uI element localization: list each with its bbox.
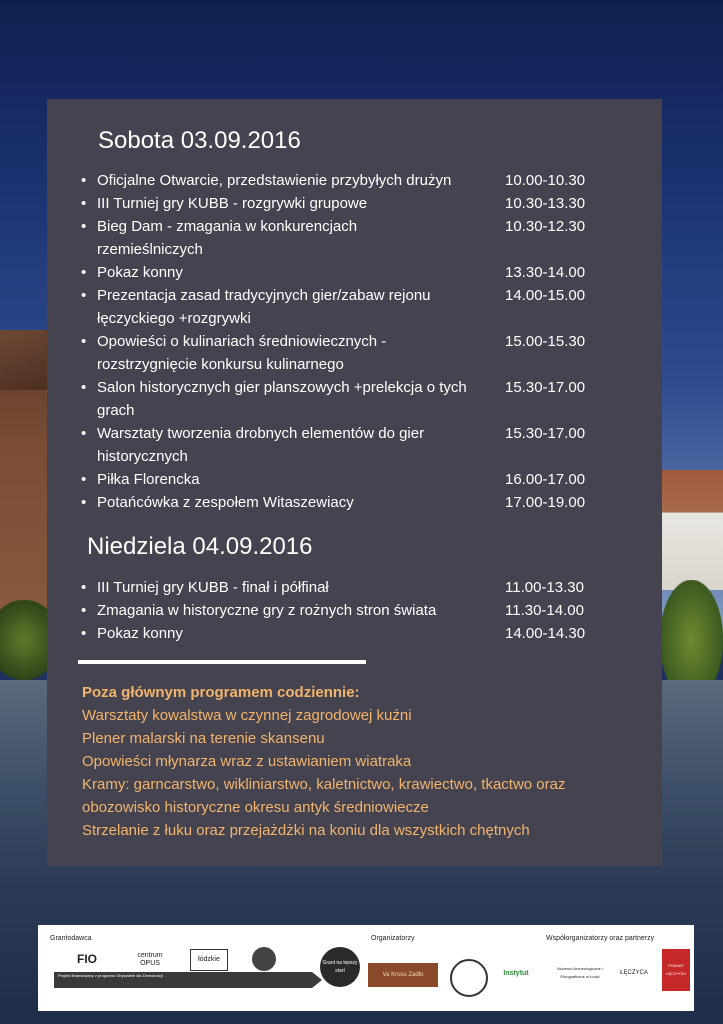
county-crest-logo: POWIAT ŁĘCZYCKI [662,949,690,991]
extras-line: Warsztaty kowalstwa w czynnej zagrodowej kuźni [82,707,412,724]
sponsors-footer [38,925,694,1011]
extras-line: obozowisko historyczne okresu antyk średniowiecze [82,799,429,816]
leczyca-logo: ŁĘCZYCA [620,970,648,976]
extras-line: Strzelanie z łuku oraz przejażdżki na koniu dla wszystkich chętnych [82,822,530,839]
extras-heading: Poza głównym programem codziennie: [82,684,360,701]
schedule-row: • III Turniej gry KUBB - rozgrywki grupowe 10.30-13.30 [81,195,586,212]
organizers-label: Organizatorzy [371,935,415,942]
fio-logo: FIO [77,952,97,966]
schedule-row: • Potańcówka z zespołem Witaszewiacy 17.00-19.00 [81,494,586,511]
opus-logo: centrum OPUS [137,952,163,967]
lodzkie-logo: łódzkie [190,949,228,971]
schedule-row: • Zmagania w historyczne gry z rożnych stron świata 11.30-14.00 [81,602,584,619]
schedule-row: • Pokaz konny 13.30-14.00 [81,264,586,281]
start-lightbulb-logo: Grant na lepszy start [320,947,360,987]
cottage-right [660,470,723,590]
wood-sign-logo: Va Krosu Zadło [368,963,438,987]
project-funding-banner: Projekt finansowany z programu Obywatele dla Demokracji [54,972,312,988]
schedule-row: • Piłka Florencka 16.00-17.00 [81,471,586,488]
schedule-row: • Prezentacja zasad tradycyjnych gier/zabaw rejonu łęczyckiego +rozgrywki 14.00-15.00 [81,287,586,327]
saturday-schedule [47,169,662,514]
partners-label: Współorganizatorzy oraz partnerzy [546,935,655,942]
sunday-schedule [47,576,662,645]
schedule-row: • Pokaz konny 14.00-14.30 [81,625,586,642]
schedule-row: • Warsztaty tworzenia drobnych elementów do gier historycznych 15.30-17.00 [81,425,586,465]
schedule-row: • Oficjalne Otwarcie, przedstawienie przybyłych drużyn 10.00-10.30 [81,172,586,189]
schedule-row: • Bieg Dam - zmagania w konkurencjach rzemieślniczych 10.30-12.30 [81,218,586,258]
museum-logo: Muzeum Archeologiczne i Etnograficzne w Łodzi [557,966,603,979]
divider-line [78,660,366,664]
club-emblem-logo [450,959,488,997]
schedule-row: • Salon historycznych gier planszowych +prelekcja o tych grach 15.30-17.00 [81,379,586,419]
sunday-title: Niedziela 04.09.2016 [87,533,313,560]
program-panel [47,99,662,866]
instytut-logo: Instytut [503,970,529,977]
extras-line: Opowieści młynarza wraz z ustawianiem wiatraka [82,753,412,770]
extras-line: Plener malarski na terenie skansenu [82,730,325,747]
schedule-row: • III Turniej gry KUBB - finał i półfinał 11.00-13.30 [81,579,584,596]
grantor-label: Grantodawca [50,935,92,942]
kashubian-logo [252,947,276,971]
daily-extras [82,681,642,842]
saturday-title: Sobota 03.09.2016 [98,127,301,154]
extras-line: Kramy: garncarstwo, wikliniarstwo, kaletnictwo, krawiectwo, tkactwo oraz [82,776,566,793]
schedule-row: • Opowieści o kulinariach średniowiecznych - rozstrzygnięcie konkursu kulinarnego 15.00-15.30 [81,333,586,373]
